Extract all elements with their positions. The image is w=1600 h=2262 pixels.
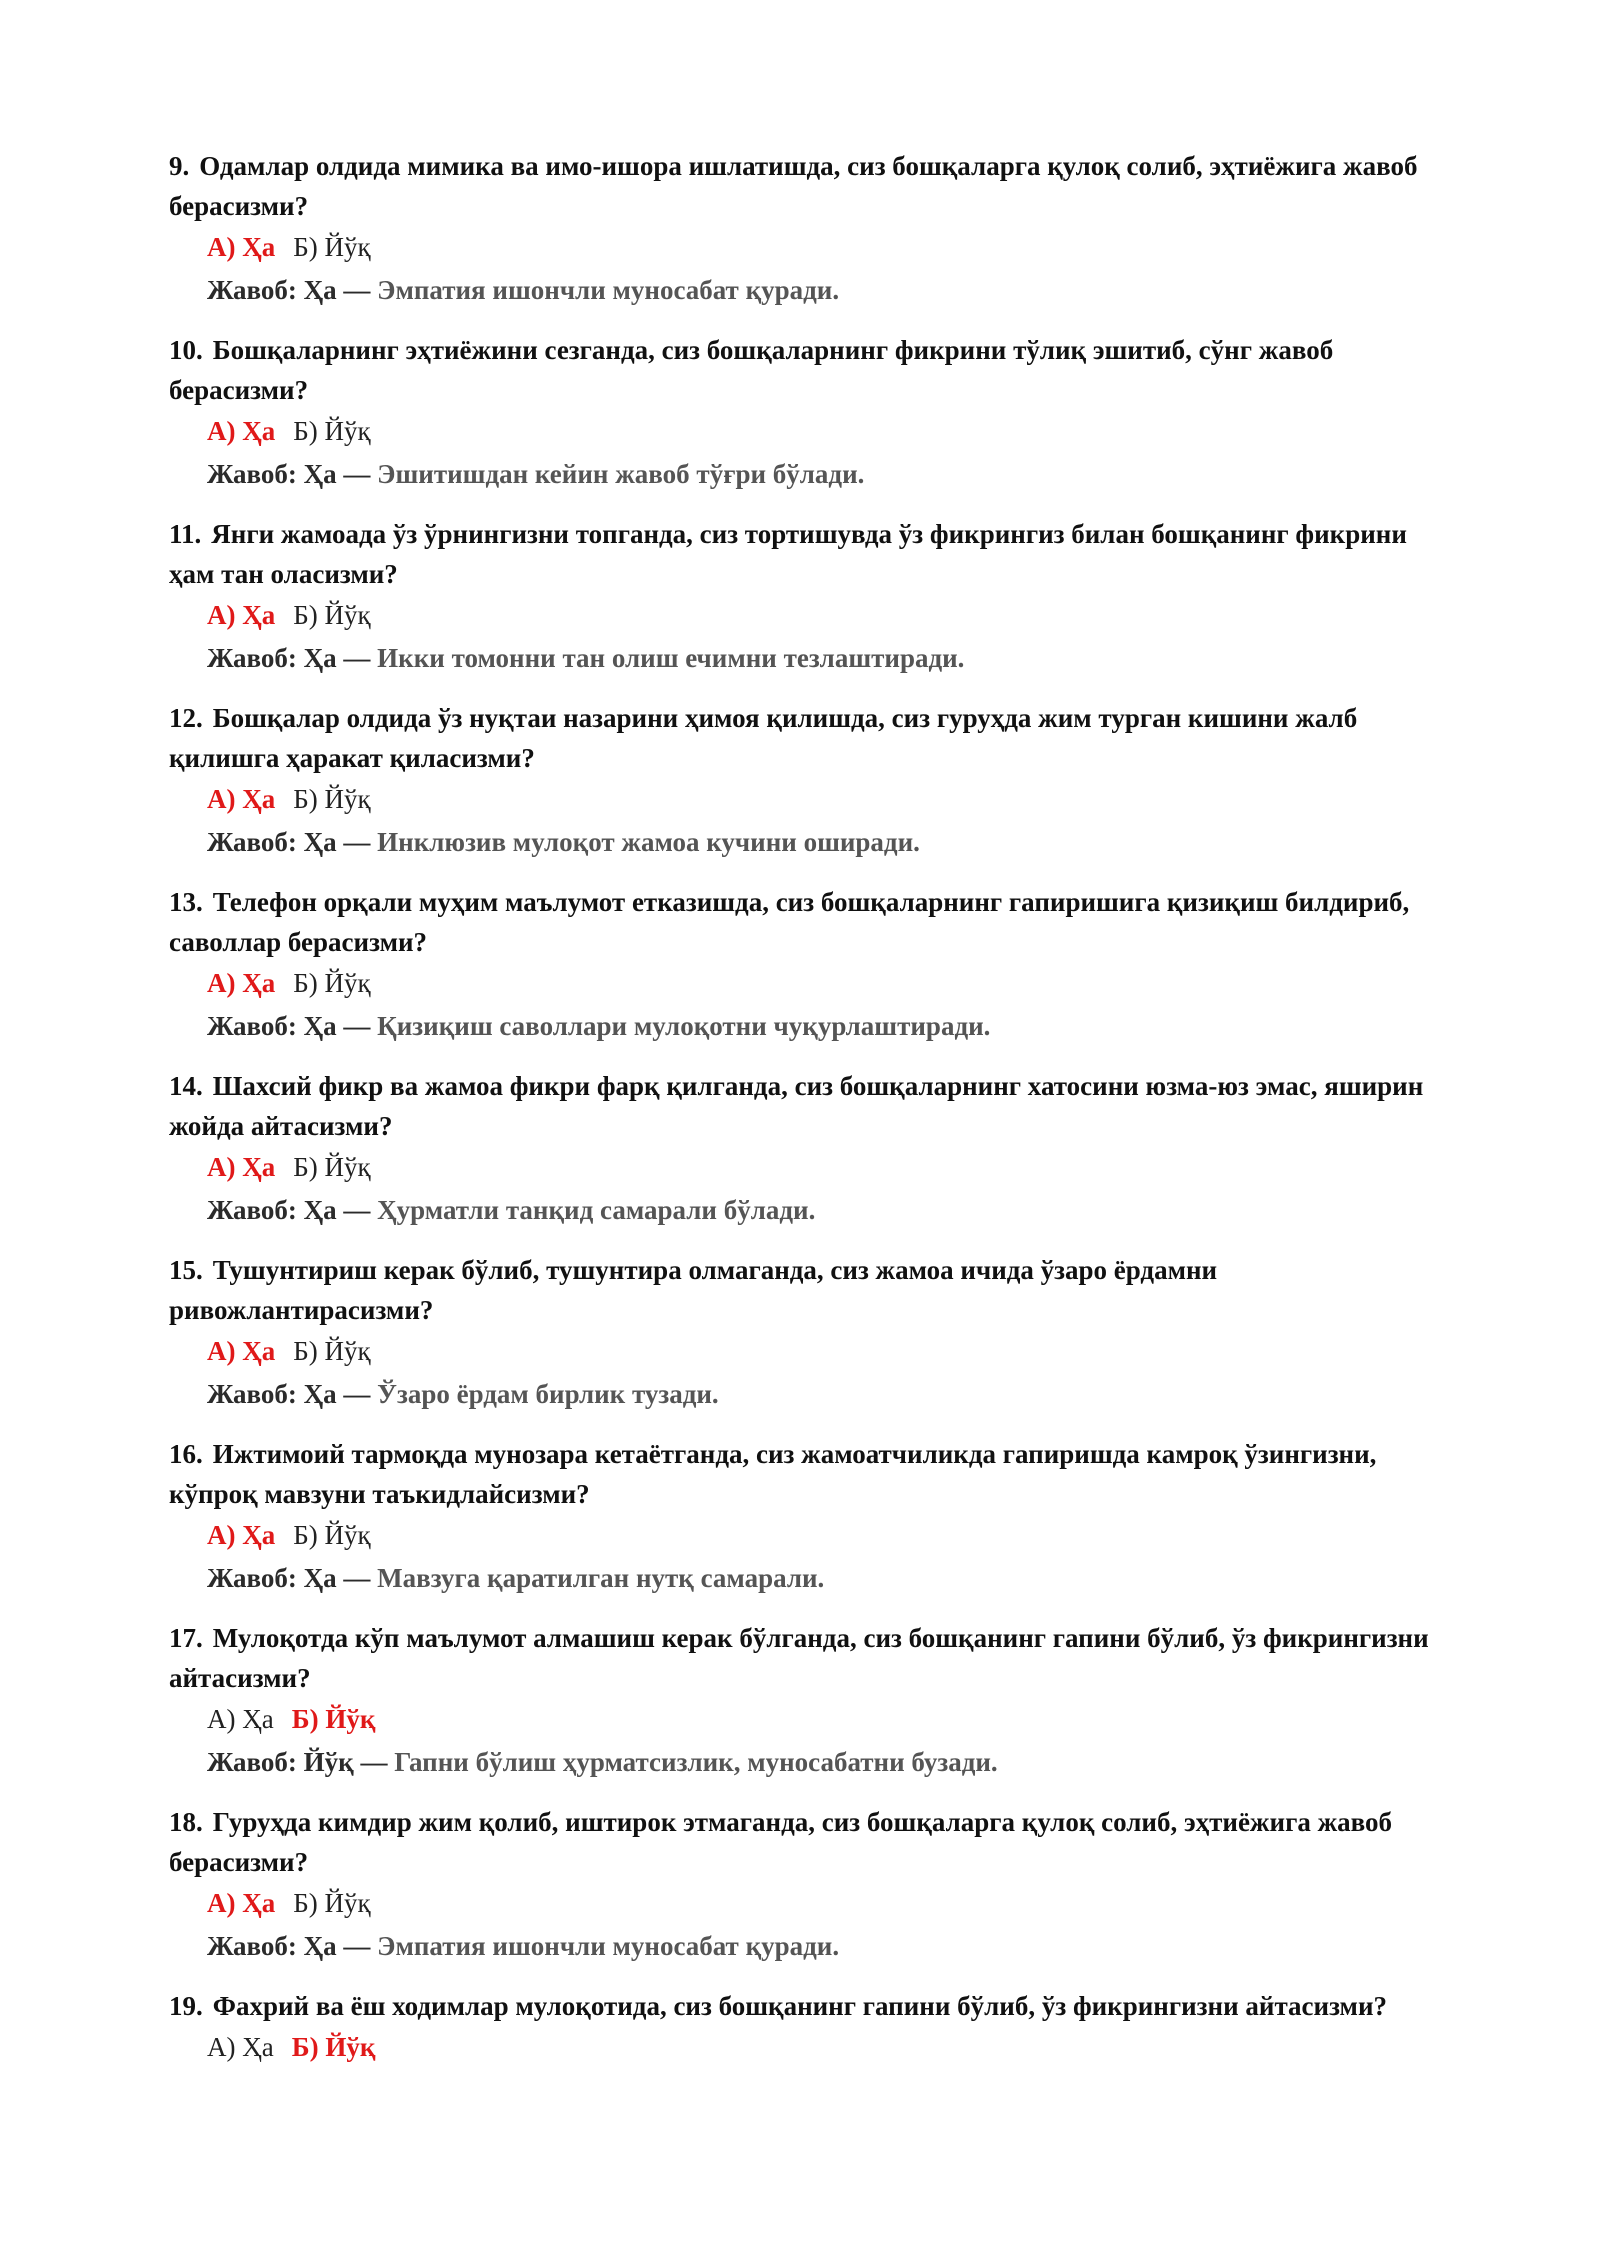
option-no[interactable]: Б) Йўқ — [293, 232, 371, 262]
question-text — [169, 1250, 1459, 1330]
option-yes[interactable]: А) Ҳа — [207, 416, 276, 446]
question-number: 13. — [169, 887, 203, 917]
option-no[interactable]: Б) Йўқ — [293, 1152, 371, 1182]
question-block — [169, 1250, 1459, 1414]
question-text — [169, 1434, 1459, 1514]
question-number: 12. — [169, 703, 203, 733]
option-yes[interactable]: А) Ҳа — [207, 1152, 276, 1182]
question-text — [169, 330, 1459, 410]
question-block — [169, 698, 1459, 862]
question-block — [169, 1986, 1459, 2067]
option-no[interactable]: Б) Йўқ — [293, 1520, 371, 1550]
option-no[interactable]: Б) Йўқ — [293, 968, 371, 998]
question-text — [169, 146, 1459, 226]
answer-explanation: Қизиқиш саволлари мулоқотни чуқурлаштиради. — [377, 1011, 991, 1041]
question-number: 14. — [169, 1071, 203, 1101]
option-yes[interactable]: А) Ҳа — [207, 1888, 276, 1918]
option-yes[interactable]: А) Ҳа — [207, 600, 276, 630]
question-body: Шахсий фикр ва жамоа фикри фарқ қилганда, сиз бошқаларнинг хатосини юзма-юз эмас, яширин жойда айтасизми? — [169, 1071, 1424, 1141]
question-block — [169, 1802, 1459, 1966]
question-block — [169, 146, 1459, 310]
question-number: 19. — [169, 1991, 203, 2021]
question-block — [169, 1434, 1459, 1598]
question-body: Ижтимоий тармоқда мунозара кетаётганда, сиз жамоатчиликда гапиришда камроқ ўзингизни, кўпроқ мавзуни таъкидлайсизми? — [169, 1439, 1377, 1509]
question-body: Телефон орқали муҳим маълумот етказишда, сиз бошқаларнинг гапиришига қизиқиш билдириб, саволлар берасизми? — [169, 887, 1410, 957]
answer-explanation: Эшитишдан кейин жавоб тўғри бўлади. — [377, 459, 865, 489]
question-number: 15. — [169, 1255, 203, 1285]
answer-options — [207, 963, 1459, 1003]
answer-explanation: Мавзуга қаратилган нутқ самарали. — [377, 1563, 825, 1593]
answer-label: Жавоб: Ҳа — — [207, 1563, 371, 1593]
option-yes[interactable]: А) Ҳа — [207, 968, 276, 998]
answer-line — [207, 454, 1459, 494]
answer-line — [207, 822, 1459, 862]
answer-label: Жавоб: Ҳа — — [207, 459, 371, 489]
answer-options — [207, 1699, 1459, 1739]
option-no[interactable]: Б) Йўқ — [293, 784, 371, 814]
answer-options — [207, 411, 1459, 451]
question-number: 18. — [169, 1807, 203, 1837]
question-number: 9. — [169, 151, 190, 181]
answer-explanation: Гапни бўлиш ҳурматсизлик, муносабатни бузади. — [394, 1747, 998, 1777]
option-no[interactable]: Б) Йўқ — [293, 600, 371, 630]
question-body: Бошқаларнинг эҳтиёжини сезганда, сиз бошқаларнинг фикрини тўлиқ эшитиб, сўнг жавоб берасизми? — [169, 335, 1334, 405]
answer-explanation: Ҳурматли танқид самарали бўлади. — [377, 1195, 816, 1225]
question-text — [169, 1802, 1459, 1882]
answer-explanation: Икки томонни тан олиш ечимни тезлаштиради. — [377, 643, 965, 673]
option-no[interactable]: Б) Йўқ — [293, 416, 371, 446]
question-body: Бошқалар олдида ўз нуқтаи назарини ҳимоя қилишда, сиз гуруҳда жим турган кишини жалб қилишга ҳаракат қиласизми? — [169, 703, 1358, 773]
answer-options — [207, 1883, 1459, 1923]
question-body: Мулоқотда кўп маълумот алмашиш керак бўлганда, сиз бошқанинг гапини бўлиб, ўз фикрингизни айтасизми? — [169, 1623, 1429, 1693]
question-list — [169, 146, 1459, 2087]
answer-label: Жавоб: Ҳа — — [207, 275, 371, 305]
answer-explanation: Ўзаро ёрдам бирлик тузади. — [377, 1379, 719, 1409]
option-yes[interactable]: А) Ҳа — [207, 1520, 276, 1550]
answer-options — [207, 1331, 1459, 1371]
question-text — [169, 698, 1459, 778]
question-text — [169, 882, 1459, 962]
answer-options — [207, 227, 1459, 267]
question-body: Янги жамоада ўз ўрнингизни топганда, сиз тортишувда ўз фикрингиз билан бошқанинг фикрини ҳам тан оласизми? — [169, 519, 1407, 589]
question-block — [169, 882, 1459, 1046]
answer-label: Жавоб: Ҳа — — [207, 1379, 371, 1409]
answer-line — [207, 1558, 1459, 1598]
question-text — [169, 1618, 1459, 1698]
answer-line — [207, 1926, 1459, 1966]
option-no[interactable]: Б) Йўқ — [293, 1336, 371, 1366]
option-no[interactable]: Б) Йўқ — [291, 1704, 376, 1734]
answer-label: Жавоб: Ҳа — — [207, 1195, 371, 1225]
question-number: 11. — [169, 519, 202, 549]
question-block — [169, 1066, 1459, 1230]
answer-line — [207, 638, 1459, 678]
option-yes[interactable]: А) Ҳа — [207, 1704, 274, 1734]
answer-options — [207, 595, 1459, 635]
question-block — [169, 330, 1459, 494]
question-body: Одамлар олдида мимика ва имо-ишора ишлатишда, сиз бошқаларга қулоқ солиб, эҳтиёжига жавоб берасизми? — [169, 151, 1418, 221]
question-block — [169, 1618, 1459, 1782]
question-block — [169, 514, 1459, 678]
answer-label: Жавоб: Ҳа — — [207, 827, 371, 857]
question-body: Гуруҳда кимдир жим қолиб, иштирок этмаганда, сиз бошқаларга қулоқ солиб, эҳтиёжига жавоб берасизми? — [169, 1807, 1393, 1877]
option-yes[interactable]: А) Ҳа — [207, 784, 276, 814]
option-no[interactable]: Б) Йўқ — [293, 1888, 371, 1918]
question-text — [169, 514, 1459, 594]
answer-line — [207, 270, 1459, 310]
answer-line — [207, 1742, 1459, 1782]
question-number: 10. — [169, 335, 203, 365]
answer-line — [207, 1190, 1459, 1230]
answer-line — [207, 1374, 1459, 1414]
answer-explanation: Эмпатия ишончли муносабат қуради. — [377, 275, 840, 305]
answer-explanation: Эмпатия ишончли муносабат қуради. — [377, 1931, 840, 1961]
answer-label: Жавоб: Йўқ — — [207, 1747, 388, 1777]
answer-options — [207, 1147, 1459, 1187]
answer-explanation: Инклюзив мулоқот жамоа кучини оширади. — [377, 827, 920, 857]
question-text — [169, 1066, 1459, 1146]
question-body: Фахрий ва ёш ходимлар мулоқотида, сиз бошқанинг гапини бўлиб, ўз фикрингизни айтасизми? — [212, 1991, 1387, 2021]
question-body: Тушунтириш керак бўлиб, тушунтира олмаганда, сиз жамоа ичида ўзаро ёрдамни ривожлантирасизми? — [169, 1255, 1218, 1325]
answer-label: Жавоб: Ҳа — — [207, 1931, 371, 1961]
answer-options — [207, 779, 1459, 819]
answer-label: Жавоб: Ҳа — — [207, 643, 371, 673]
option-yes[interactable]: А) Ҳа — [207, 2032, 274, 2062]
answer-line — [207, 1006, 1459, 1046]
option-yes[interactable]: А) Ҳа — [207, 232, 276, 262]
answer-label: Жавоб: Ҳа — — [207, 1011, 371, 1041]
option-no[interactable]: Б) Йўқ — [291, 2032, 376, 2062]
question-number: 16. — [169, 1439, 203, 1469]
answer-options — [207, 1515, 1459, 1555]
answer-options — [207, 2027, 1459, 2067]
question-number: 17. — [169, 1623, 203, 1653]
option-yes[interactable]: А) Ҳа — [207, 1336, 276, 1366]
question-text — [169, 1986, 1459, 2026]
